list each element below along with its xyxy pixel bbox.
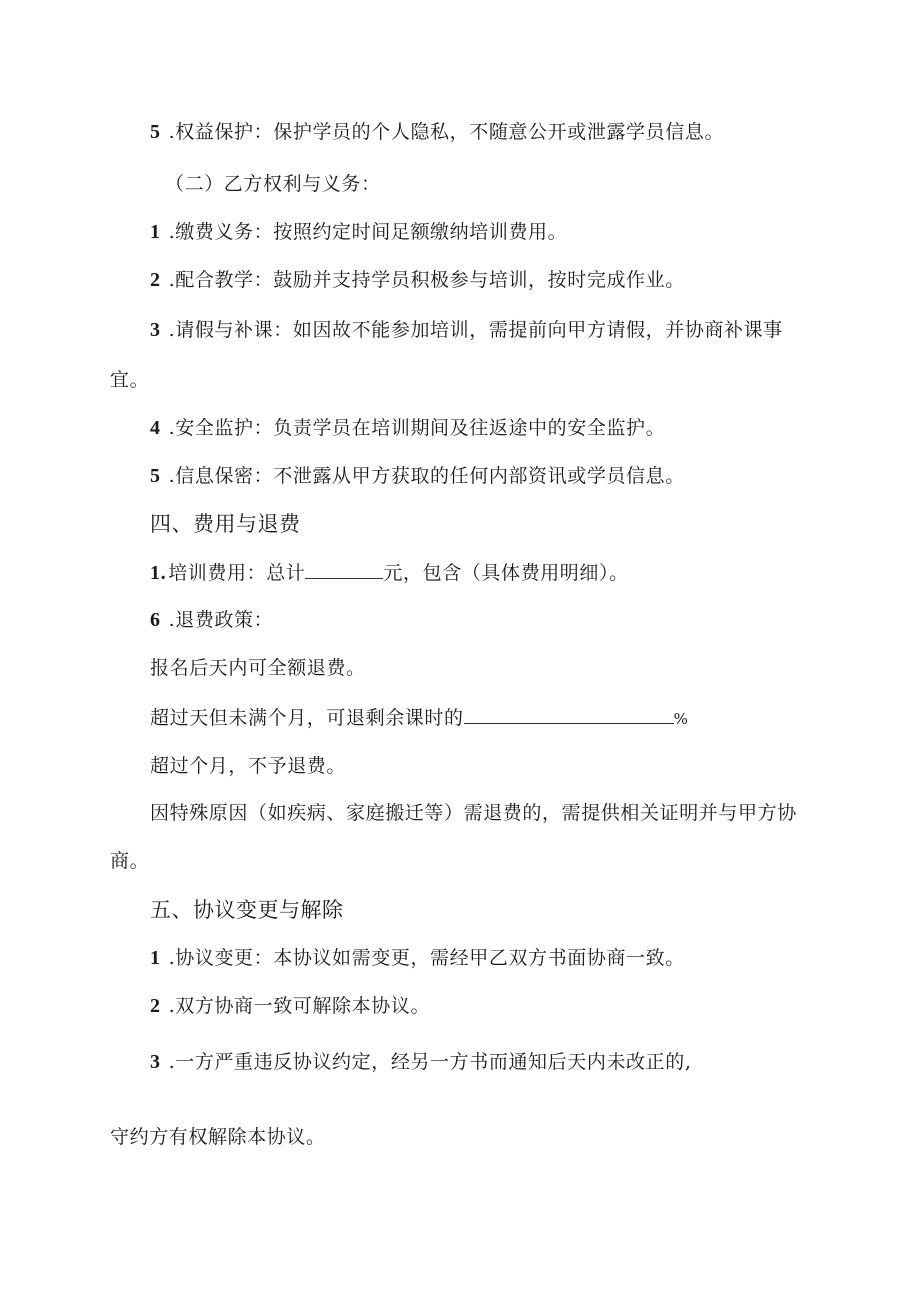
- party-b-item-1: [150, 220, 567, 244]
- refund-line-2-text: 超过天但未满个月，可退剩余课时的: [150, 707, 464, 729]
- item-number: 1: [150, 947, 161, 969]
- item-text-before: 培训费用：总计: [168, 562, 306, 584]
- item-number: 1: [150, 221, 161, 243]
- termination-item-3: [150, 1050, 692, 1074]
- amount-blank: [305, 560, 383, 579]
- special-refund-continuation: 商。: [110, 850, 150, 872]
- party-b-item-4: [150, 416, 665, 440]
- item-number: 5: [150, 121, 161, 143]
- fees-item-6: [150, 608, 273, 632]
- percent-blank: [464, 705, 674, 724]
- refund-line-1: 报名后天内可全额退费。: [150, 657, 366, 679]
- refund-line-2: [150, 705, 688, 731]
- item-number: 4: [150, 417, 161, 439]
- item-text: .双方协商一致可解除本协议。: [168, 995, 431, 1017]
- fees-heading: 四、费用与退费: [150, 512, 301, 536]
- refund-line-3: 超过个月，不予退费。: [150, 755, 347, 777]
- item-text: .请假与补课：如因故不能参加培训，需提前向甲方请假，并协商补课事: [168, 319, 783, 341]
- item-number: 5: [150, 465, 161, 487]
- item-number: 2: [150, 269, 161, 291]
- fees-item-1: [150, 560, 629, 585]
- termination-heading: 五、协议变更与解除: [150, 898, 344, 922]
- item-number: 1.: [150, 562, 167, 584]
- item-number: 6: [150, 609, 161, 631]
- item-text-after: 元，包含（具体费用明细）。: [383, 562, 629, 584]
- termination-item-2: [150, 994, 430, 1018]
- item-text: .信息保密：不泄露从甲方获取的任何内部资讯或学员信息。: [168, 465, 685, 487]
- item-text: .配合教学：鼓励并支持学员积极参与培训，按时完成作业。: [168, 269, 685, 291]
- party-b-subheading: （二）乙方权利与义务：: [165, 173, 381, 195]
- item-text: .一方严重违反协议约定，经另一方书而通知后天内未改正的,: [168, 1051, 692, 1073]
- item-text: .协议变更：本协议如需变更，需经甲乙双方书面协商一致。: [168, 947, 685, 969]
- item-text: .安全监护：负责学员在培训期间及往返途中的安全监护。: [168, 417, 666, 439]
- item-number: 2: [150, 995, 161, 1017]
- special-refund: 因特殊原因（如疾病、家庭搬迁等）需退费的，需提供相关证明并与甲方协: [150, 802, 797, 824]
- item-text: .权益保护：保护学员的个人隐私，不随意公开或泄露学员信息。: [168, 121, 725, 143]
- party-b-item-3-continuation: 宜。: [110, 369, 150, 391]
- party-a-item-5: [150, 120, 724, 144]
- party-b-item-5: [150, 464, 685, 488]
- party-b-item-2: [150, 268, 685, 292]
- termination-item-1: [150, 946, 685, 970]
- item-text: .退费政策：: [168, 609, 274, 631]
- termination-item-3-continuation: 守约方有权解除本协议。: [110, 1126, 326, 1148]
- item-number: 3: [150, 319, 161, 341]
- item-text: .缴费义务：按照约定时间足额缴纳培训费用。: [168, 221, 568, 243]
- percent-sign: %: [673, 710, 689, 728]
- party-b-item-3: [150, 318, 783, 342]
- item-number: 3: [150, 1051, 161, 1073]
